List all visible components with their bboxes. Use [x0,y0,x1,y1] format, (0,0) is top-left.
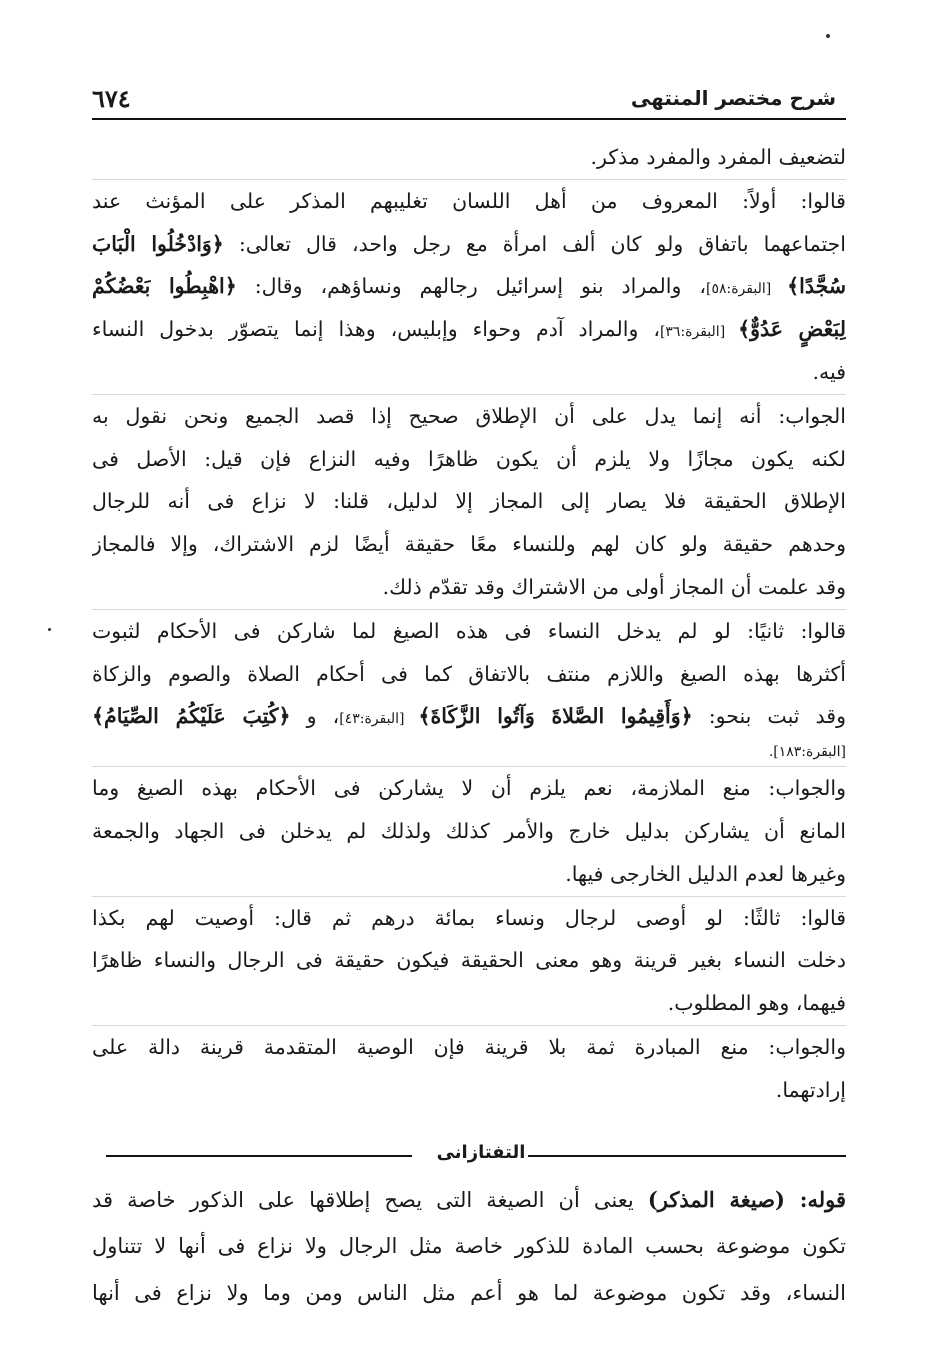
quran-verse: ﴿وَأَقِيمُوا الصَّلاةَ وَآتُوا الزَّكَاةَ﴾ [418,704,693,729]
text-line: فيه. [812,359,846,384]
text-line: المانع أن يشاركن بدليل خارج والأمر كذلك ولذلك لم يدخلن فى الجهاد والجمعة [92,818,846,843]
scan-speck [48,628,51,631]
text-line: إرادتهما. [775,1077,846,1102]
text-line: قالوا: ثانيًا: لو لم يدخل النساء فى هذه الصيغ لما شاركن فى الأحكام لثبوت [92,618,846,643]
text-segment: ، والمراد بنو إسرائيل رجالهم ونساؤهم، وقال: [236,274,706,299]
quran-verse: لِبَعْضٍ عَدُوٌّ﴾ [738,317,846,342]
quran-verse: ﴿وَادْخُلُوا الْبَابَ [92,231,224,256]
text-line: وحدهم حقيقة ولو كان لهم وللنساء معًا حقيقة أيضًا لزم الاشتراك، وإلا فالمجاز [92,532,846,557]
text-line: وقد علمت أن المجاز أولى من الاشتراك وقد تقدّم ذلك. [382,574,846,599]
text-segment: يعنى أن الصيغة التى يصح إطلاقها على الذكور خاصة قد [92,1188,648,1212]
text-line: فيهما، وهو المطلوب. [667,991,846,1016]
text-line [92,265,846,308]
text-segment: ، والمراد آدم وحواء وإبليس، وهذا إنما يتصوّر بدخول النساء [92,317,660,342]
scan-speck [826,34,830,38]
verse-reference: [البقرة:٣٦] [659,324,739,341]
quran-verse: ﴿كُتِبَ عَلَيْكُمُ الصِّيَامُ﴾ [92,704,291,729]
text-line [92,223,846,266]
running-title: شرح مختصر المنتهى [630,86,836,110]
text-line: قالوا: أولاً: المعروف من أهل اللسان تغليبهم المذكر على المؤنث عند [92,188,846,213]
section-divider [106,1142,846,1166]
quran-verse: سُجَّدًا﴾ [787,274,846,299]
text-line: تكون موضوعة بحسب المادة للذكور خاصة مثل الرجال ولا نزاع فى أنها لا تتناول [92,1234,846,1258]
commentary-lemma: قوله: (صيغة المذكر) [647,1187,846,1212]
divider-rule-left [106,1155,412,1157]
text-line: الإطلاق الحقيقة فلا يصار إلى المجاز إلا لدليل، قلنا: لا نزاع فى أنه للرجال [92,489,846,514]
verse-reference: [البقرة:٥٨] [705,281,788,298]
commentary-text [92,1176,846,1317]
text-segment: ، و [290,704,340,729]
text-line: والجواب: منع المبادرة ثمة بلا قرينة فإن الوصية المتقدمة قرينة دالة على [92,1034,846,1059]
text-line: دخلت النساء بغير قرينة وهو معنى الحقيقة فيكون حقيقة فى الرجال والنساء ظاهرًا [92,948,846,973]
text-line [92,695,846,738]
text-segment: اجتماعهما باتفاق ولو كان ألف امرأة مع رجل واحد، قال تعالى: [223,231,846,256]
text-line: لكنه يكون مجازًا ولا يلزم أن يكون ظاهرًا وفيه النزاع فإن قيل: الأصل فى [92,446,846,471]
divider-rule-right [528,1155,846,1157]
verse-reference: [البقرة:٤٣] [339,711,419,728]
quran-verse: ﴿اهْبِطُوا بَعْضُكُمْ [92,274,237,299]
text-line: وغيرها لعدم الدليل الخارجى فيها. [565,861,846,886]
main-text [92,136,846,1112]
page-number: ٦٧٤ [92,84,131,113]
divider-label: التفتازانى [436,1142,526,1163]
text-line: قالوا: ثالثًا: لو أوصى لرجال ونساء بمائة درهم ثم قال: أوصيت لهم بكذا [92,905,846,930]
text-line: الجواب: أنه إنما يدل على أن الإطلاق صحيح إذا قصد الجميع ونحن نقول به [92,403,846,428]
text-line [92,1176,846,1223]
text-segment: وقد ثبت بنحو: [692,704,846,729]
text-line: النساء، وقد تكون موضوعة لما هو أعم مثل الناس ومن وما ولا نزاع فى أنها [92,1281,846,1305]
text-line [92,308,846,351]
text-line: والجواب: منع الملازمة، نعم يلزم أن لا يشاركن فى الأحكام بهذه الصيغ وما [92,776,846,801]
page-header [92,84,846,120]
text-line: لتضعيف المفرد والمفرد مذكر. [590,145,846,169]
text-line: [البقرة:١٨٣]. [768,744,846,761]
text-line: أكثرها بهذه الصيغ واللازم منتف بالاتفاق كما فى أحكام الصلاة والصوم والزكاة [92,661,846,686]
